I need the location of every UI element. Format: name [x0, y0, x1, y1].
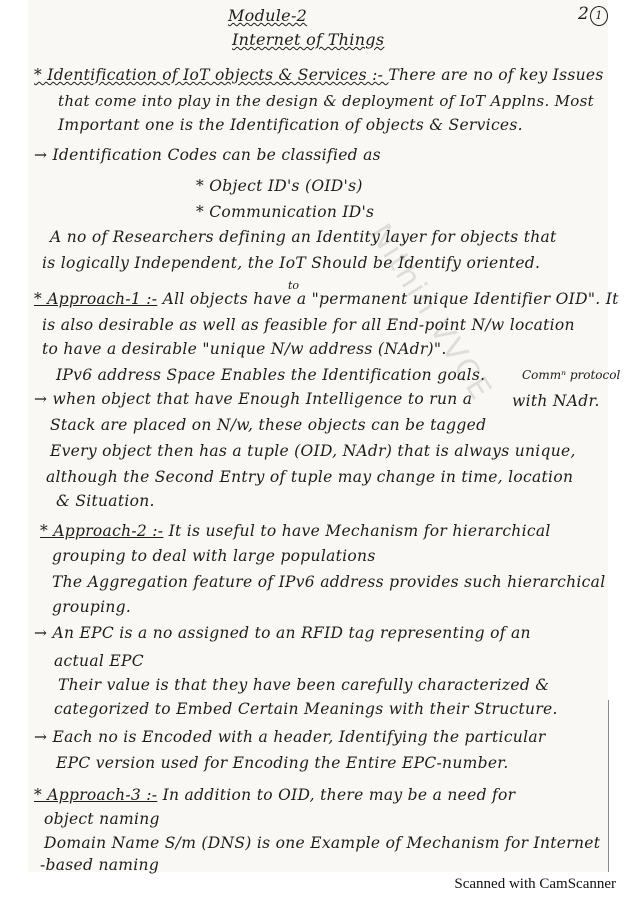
- heading-identification: * Identification of IoT objects & Services :- There are no of key Issues: [34, 66, 604, 84]
- insertion-note: Commⁿ protocol: [522, 368, 621, 382]
- text-line: with NAdr.: [512, 392, 600, 410]
- text-line: IPv6 address Space Enables the Identification goals.: [56, 366, 486, 384]
- list-item-communication-id: * Communication ID's: [196, 203, 375, 221]
- text-line: to have a desirable "unique N/w address (NAdr)".: [42, 340, 447, 358]
- bullet-arrow-line: → An EPC is a no assigned to an RFID tag representing of an: [34, 624, 531, 642]
- text-line: categorized to Embed Certain Meanings with their Structure.: [54, 700, 558, 718]
- bullet-arrow-line: → Each no is Encoded with a header, Identifying the particular: [34, 728, 546, 746]
- watermark: Nithin VVCE: [362, 218, 499, 408]
- text-line: Stack are placed on N/w, these objects can be tagged: [50, 416, 487, 434]
- text-line: & Situation.: [56, 492, 155, 510]
- text-line: grouping to deal with large populations: [52, 547, 376, 565]
- module-title: Module-2: [228, 6, 308, 25]
- scanner-footer: Scanned with CamScanner: [454, 876, 616, 892]
- heading-approach-2: * Approach-2 :- It is useful to have Mechanism for hierarchical: [40, 522, 551, 540]
- text-line: Every object then has a tuple (OID, NAdr) that is always unique,: [50, 442, 576, 460]
- page-edge-line: [608, 700, 609, 872]
- text-line: grouping.: [52, 598, 132, 616]
- text-line: actual EPC: [54, 652, 144, 670]
- bullet-arrow-line: → when object that have Enough Intelligence to run a: [34, 390, 473, 408]
- subject-title: Internet of Things: [232, 30, 385, 49]
- page-circle: 1: [590, 6, 608, 26]
- text-line: Domain Name S/m (DNS) is one Example of Mechanism for Internet: [44, 834, 601, 852]
- text-line: The Aggregation feature of IPv6 address provides such hierarchical: [52, 573, 606, 591]
- text-line: EPC version used for Encoding the Entire EPC-number.: [56, 754, 509, 772]
- text-line: Their value is that they have been carefully characterized &: [58, 676, 550, 694]
- text-line: is logically Independent, the IoT Should be Identify oriented.: [42, 254, 541, 272]
- heading-approach-1: * Approach-1 :- All objects have a "permanent unique Identifier OID". It: [34, 290, 619, 308]
- text-line: A no of Researchers defining an Identity layer for objects that: [50, 228, 557, 246]
- text-line: Important one is the Identification of objects & Services.: [58, 116, 523, 134]
- list-item-oid: * Object ID's (OID's): [196, 177, 363, 195]
- text-line: object naming: [44, 810, 160, 828]
- text-line: although the Second Entry of tuple may change in time, location: [46, 468, 574, 486]
- text-line: that come into play in the design & deployment of IoT Applns. Most: [58, 92, 594, 110]
- text-line: -based naming: [40, 856, 160, 874]
- page-number: 2 1: [578, 4, 608, 26]
- bullet-arrow-line: → Identification Codes can be classified as: [34, 146, 381, 164]
- text-line: is also desirable as well as feasible for all End-point N/w location: [42, 316, 575, 334]
- heading-approach-3: * Approach-3 :- In addition to OID, there may be a need for: [34, 786, 516, 804]
- insertion-note: to: [288, 279, 300, 292]
